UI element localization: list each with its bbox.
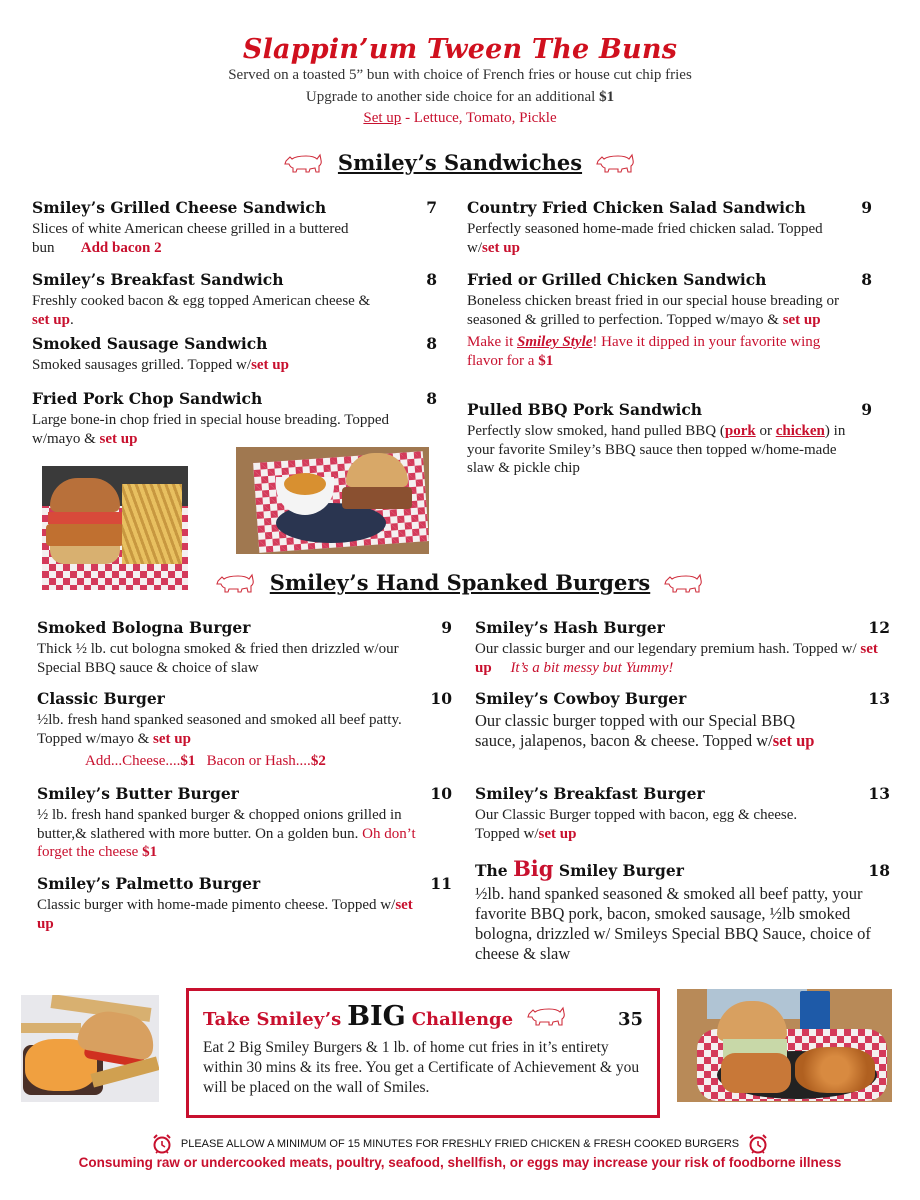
item-name: Fried Pork Chop Sandwich	[32, 389, 263, 408]
alarm-clock-icon	[151, 1133, 173, 1155]
menu-item-chicken-salad-sandwich	[467, 198, 872, 257]
item-name: Smiley’s Palmetto Burger	[37, 874, 261, 893]
challenge-title-post: Challenge	[411, 1009, 514, 1030]
item-price: 8	[426, 389, 437, 408]
pig-icon	[664, 572, 704, 594]
item-price: 13	[868, 689, 890, 708]
item-price: 13	[868, 784, 890, 803]
burgers-title: Smiley’s Hand Spanked Burgers	[269, 570, 651, 595]
item-price: 8	[861, 270, 872, 289]
item-desc: Classic burger with home-made pimento cheese. Topped w/set up	[37, 897, 413, 932]
menu-item-butter-burger	[37, 784, 452, 862]
menu-item-hash-burger	[475, 618, 890, 677]
menu-item-pork-chop-sandwich	[32, 389, 437, 448]
challenge-title-big: BIG	[347, 1001, 406, 1032]
upgrade-info	[0, 89, 920, 106]
item-price: 12	[868, 618, 890, 637]
item-price: 10	[430, 689, 452, 708]
big-challenge-box	[186, 988, 660, 1118]
menu-item-smoked-sausage-sandwich	[32, 334, 437, 375]
challenge-desc: Eat 2 Big Smiley Burgers & 1 lb. of home cut fries in it’s entirety within 30 mins & its free. You get a Certificate of Achievement & you will be placed on the wall of Smiles.	[203, 1039, 640, 1096]
item-desc: Our classic burger and our legendary premium hash. Topped w/ set up It’s a bit messy but Yummy!	[475, 641, 878, 676]
challenge-header	[203, 1001, 643, 1032]
wait-notice-text: PLEASE ALLOW A MINIMUM OF 15 MINUTES FOR FRESHLY FRIED CHICKEN & FRESH COOKED BURGERS	[180, 1138, 740, 1150]
smiley-style-note: Make it Smiley Style! Have it dipped in your favorite wing flavor for a $1	[467, 334, 821, 369]
classic-addons: Add...Cheese....$1 Bacon or Hash....$2	[85, 753, 326, 769]
food-safety-warning: Consuming raw or undercooked meats, poultry, seafood, shellfish, or eggs may increase your risk of foodborne illness	[78, 1155, 842, 1170]
menu-item-grilled-cheese	[32, 198, 437, 257]
item-desc: ½lb. hand spanked seasoned & smoked all beef patty, your favorite BBQ pork, bacon, smoked sausage, ½lb smoked bologna, drizzled w/ Smileys Special BBQ Sauce, choice of cheese & slaw	[475, 884, 871, 963]
challenge-price: 35	[617, 1009, 643, 1030]
pig-icon	[284, 152, 324, 174]
item-name: Smiley’s Grilled Cheese Sandwich	[32, 198, 327, 217]
photo-pimento-burger	[21, 995, 159, 1102]
item-desc: Boneless chicken breast fried in our special house breading or seasoned & grilled to perfection. Topped w/mayo & set up	[467, 293, 839, 328]
add-bacon-option: Add bacon 2	[80, 239, 162, 256]
menu-item-big-smiley-burger	[475, 856, 890, 964]
menu-item-palmetto-burger	[37, 874, 452, 933]
item-price: 7	[426, 198, 437, 217]
setup-label: Set up	[363, 110, 402, 126]
menu-item-chicken-sandwich	[467, 270, 872, 370]
item-price: 8	[426, 334, 437, 353]
bun-info: Served on a toasted 5” bun with choice of French fries or house cut chip fries	[228, 67, 692, 83]
alarm-clock-icon	[747, 1133, 769, 1155]
item-desc: Perfectly slow smoked, hand pulled BBQ (pork or chicken) in your favorite Smiley’s BBQ sauce then topped w/home-made slaw & pickle chip	[467, 423, 846, 476]
item-desc: Smoked sausages grilled. Topped w/set up	[32, 357, 289, 373]
item-desc: Thick ½ lb. cut bologna smoked & fried then drizzled w/our Special BBQ sauce & choice of slaw	[37, 641, 399, 676]
upgrade-price: $1	[599, 89, 615, 105]
menu-item-pulled-bbq-sandwich	[467, 400, 872, 478]
challenge-title-pre: Take Smiley’s	[203, 1009, 342, 1030]
item-price: 18	[868, 861, 890, 880]
item-price: 9	[441, 618, 452, 637]
upgrade-text: Upgrade to another side choice for an additional	[305, 89, 600, 105]
sandwiches-title: Smiley’s Sandwiches	[337, 150, 583, 175]
item-price: 11	[430, 874, 452, 893]
pig-icon	[596, 152, 636, 174]
item-name: Fried or Grilled Chicken Sandwich	[467, 270, 767, 289]
pig-icon	[216, 572, 256, 594]
item-desc: Perfectly seasoned home-made fried chicken salad. Topped w/set up	[467, 221, 823, 256]
item-desc: Our classic burger topped with our Special BBQ sauce, jalapenos, bacon & cheese. Topped w/set up	[475, 711, 815, 750]
item-name: Smiley’s Breakfast Burger	[475, 784, 705, 803]
item-price: 9	[861, 400, 872, 419]
menu-item-bologna-burger	[37, 618, 452, 677]
item-name: Smoked Sausage Sandwich	[32, 334, 268, 353]
page-title: Slappin’um Tween The Buns	[242, 34, 678, 65]
menu-item-breakfast-sandwich	[32, 270, 437, 329]
menu-item-cowboy-burger	[475, 689, 890, 751]
item-name: Smiley’s Hash Burger	[475, 618, 665, 637]
setup-text: - Lettuce, Tomato, Pickle	[401, 110, 557, 126]
menu-item-breakfast-burger	[475, 784, 890, 843]
item-desc: Freshly cooked bacon & egg topped American cheese & set up.	[32, 293, 371, 328]
messy-note: It’s a bit messy but Yummy!	[510, 659, 674, 676]
item-name: Smiley’s Cowboy Burger	[475, 689, 687, 708]
setup-info	[0, 110, 920, 127]
item-price: 8	[426, 270, 437, 289]
menu-item-classic-burger	[37, 689, 452, 771]
item-name: Smiley’s Breakfast Sandwich	[32, 270, 284, 289]
item-desc: ½ lb. fresh hand spanked burger & chopped onions grilled in butter,& slathered with more butter. On a golden bun. Oh don’t forget the cheese $1	[37, 807, 416, 860]
burgers-heading	[0, 570, 920, 598]
item-name: The Big Smiley Burger	[475, 856, 684, 881]
item-desc: Our Classic Burger topped with bacon, egg & cheese. Topped w/set up	[475, 807, 798, 842]
item-name: Smiley’s Butter Burger	[37, 784, 239, 803]
photo-sandwich-side	[236, 447, 429, 554]
item-name: Country Fried Chicken Salad Sandwich	[467, 198, 806, 217]
photo-loaded-burger	[677, 989, 892, 1102]
item-desc: Large bone-in chop fried in special house breading. Topped w/mayo & set up	[32, 412, 390, 447]
item-price: 10	[430, 784, 452, 803]
item-name: Smoked Bologna Burger	[37, 618, 251, 637]
wait-notice	[0, 1133, 920, 1155]
item-price: 9	[861, 198, 872, 217]
item-name: Classic Burger	[37, 689, 165, 708]
item-desc: Slices of white American cheese grilled in a buttered bun Add bacon 2	[32, 221, 349, 256]
item-name: Pulled BBQ Pork Sandwich	[467, 400, 703, 419]
pig-icon	[527, 1005, 567, 1027]
sandwiches-heading	[0, 150, 920, 178]
item-desc: ½lb. fresh hand spanked seasoned and smoked all beef patty. Topped w/mayo & set up	[37, 712, 402, 747]
